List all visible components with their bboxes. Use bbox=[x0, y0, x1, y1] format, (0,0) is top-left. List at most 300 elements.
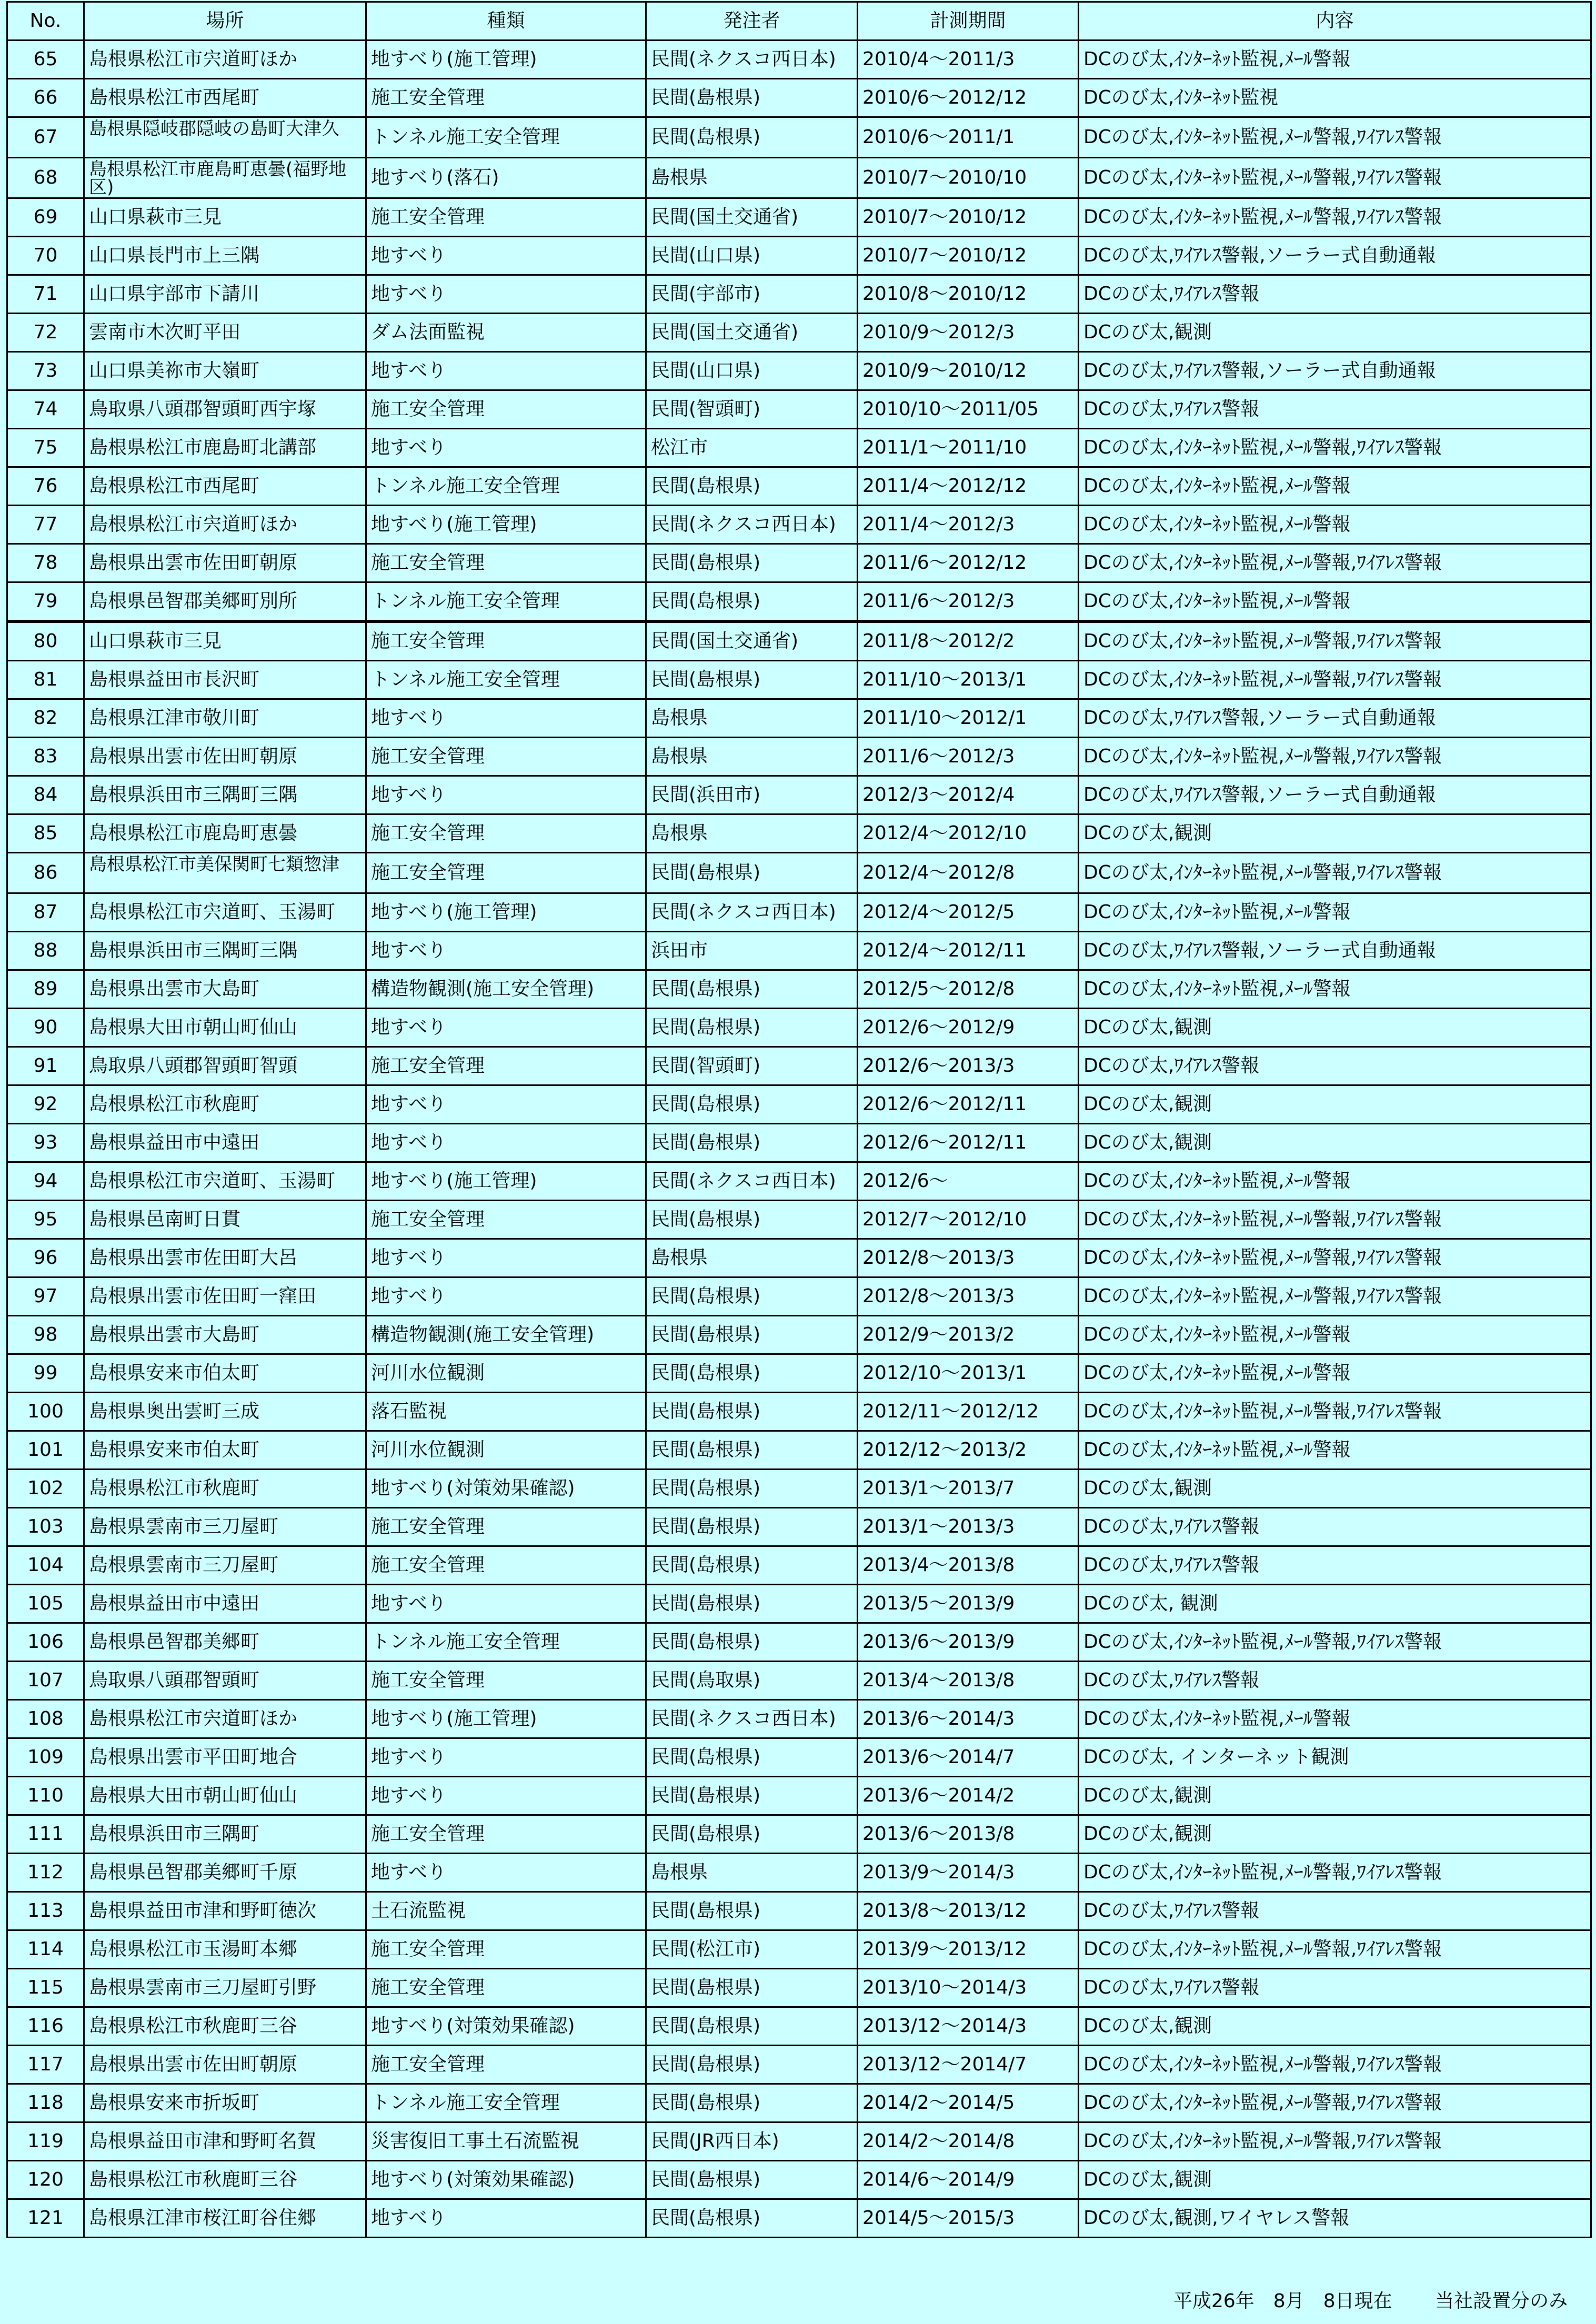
cell-type: 施工安全管理 bbox=[366, 544, 646, 582]
cell-location: 島根県益田市津和野町名賀 bbox=[84, 2122, 366, 2161]
table-row bbox=[7, 158, 1591, 198]
cell-type: トンネル施工安全管理 bbox=[366, 661, 646, 699]
cell-type: トンネル施工安全管理 bbox=[366, 467, 646, 506]
table-row bbox=[7, 1546, 1591, 1585]
cell-client: 民間(山口県) bbox=[646, 352, 858, 390]
cell-type: 地すべり(対策効果確認) bbox=[366, 2161, 646, 2199]
table-row bbox=[7, 390, 1591, 429]
table-row bbox=[7, 275, 1591, 314]
cell-type: 河川水位観測 bbox=[366, 1431, 646, 1470]
cell-client: 民間(国土交通省) bbox=[646, 198, 858, 237]
cell-content: DCのび太,ﾜｲｱﾚｽ警報,ソーラー式自動通報 bbox=[1079, 352, 1591, 390]
cell-content: DCのび太,ｲﾝﾀｰﾈｯﾄ監視,ﾒｰﾙ警報,ﾜｲｱﾚｽ警報 bbox=[1079, 117, 1591, 158]
cell-content: DCのび太,ｲﾝﾀｰﾈｯﾄ監視,ﾒｰﾙ警報 bbox=[1079, 582, 1591, 622]
cell-type: 構造物観測(施工安全管理) bbox=[366, 970, 646, 1009]
cell-location: 山口県萩市三見 bbox=[84, 621, 366, 661]
cell-no: 98 bbox=[7, 1316, 84, 1354]
cell-client: 民間(浜田市) bbox=[646, 776, 858, 814]
cell-location: 島根県邑南町日貫 bbox=[84, 1201, 366, 1239]
cell-type: 施工安全管理 bbox=[366, 1930, 646, 1969]
cell-location: 島根県松江市秋鹿町三谷 bbox=[84, 2007, 366, 2046]
cell-no: 120 bbox=[7, 2161, 84, 2199]
cell-period: 2012/4～2012/8 bbox=[858, 853, 1079, 893]
cell-period: 2011/4～2012/12 bbox=[858, 467, 1079, 506]
cell-client: 民間(島根県) bbox=[646, 467, 858, 506]
cell-type: 地すべり bbox=[366, 275, 646, 314]
table-row bbox=[7, 2122, 1591, 2161]
cell-period: 2012/3～2012/4 bbox=[858, 776, 1079, 814]
cell-content: DCのび太,ﾜｲｱﾚｽ警報 bbox=[1079, 1508, 1591, 1546]
cell-location: 島根県松江市秋鹿町三谷 bbox=[84, 2161, 366, 2199]
table-row bbox=[7, 41, 1591, 79]
table-row bbox=[7, 738, 1591, 776]
cell-no: 106 bbox=[7, 1623, 84, 1662]
table-row bbox=[7, 117, 1591, 158]
cell-no: 87 bbox=[7, 893, 84, 932]
cell-no: 115 bbox=[7, 1969, 84, 2007]
cell-location: 島根県浜田市三隅町三隅 bbox=[84, 932, 366, 970]
cell-period: 2013/6～2014/3 bbox=[858, 1700, 1079, 1738]
cell-period: 2012/6～2013/3 bbox=[858, 1047, 1079, 1085]
cell-no: 69 bbox=[7, 198, 84, 237]
cell-location: 島根県大田市朝山町仙山 bbox=[84, 1777, 366, 1815]
cell-content: DCのび太,ｲﾝﾀｰﾈｯﾄ監視,ﾒｰﾙ警報,ﾜｲｱﾚｽ警報 bbox=[1079, 621, 1591, 661]
cell-location: 島根県出雲市佐田町一窪田 bbox=[84, 1277, 366, 1316]
cell-period: 2010/4～2011/3 bbox=[858, 41, 1079, 79]
cell-period: 2011/10～2012/1 bbox=[858, 699, 1079, 738]
cell-content: DCのび太,ｲﾝﾀｰﾈｯﾄ監視,ﾒｰﾙ警報,ﾜｲｱﾚｽ警報 bbox=[1079, 853, 1591, 893]
cell-period: 2012/4～2012/10 bbox=[858, 814, 1079, 853]
cell-content: DCのび太,ｲﾝﾀｰﾈｯﾄ監視,ﾒｰﾙ警報,ﾜｲｱﾚｽ警報 bbox=[1079, 2122, 1591, 2161]
column-header-type: 種類 bbox=[366, 2, 646, 41]
cell-period: 2010/10～2011/05 bbox=[858, 390, 1079, 429]
cell-no: 104 bbox=[7, 1546, 84, 1585]
cell-location: 島根県益田市長沢町 bbox=[84, 661, 366, 699]
cell-client: 民間(島根県) bbox=[646, 79, 858, 117]
cell-period: 2013/9～2014/3 bbox=[858, 1854, 1079, 1892]
cell-type: 施工安全管理 bbox=[366, 1662, 646, 1700]
table-row bbox=[7, 2084, 1591, 2122]
cell-location: 島根県益田市中遠田 bbox=[84, 1124, 366, 1162]
cell-period: 2010/9～2012/3 bbox=[858, 314, 1079, 352]
cell-type: 施工安全管理 bbox=[366, 1201, 646, 1239]
column-header-no: No. bbox=[7, 2, 84, 41]
cell-content: DCのび太,ｲﾝﾀｰﾈｯﾄ監視,ﾒｰﾙ警報 bbox=[1079, 1316, 1591, 1354]
cell-type: 地すべり bbox=[366, 1777, 646, 1815]
cell-client: 民間(島根県) bbox=[646, 1585, 858, 1623]
table-row bbox=[7, 699, 1591, 738]
cell-period: 2014/6～2014/9 bbox=[858, 2161, 1079, 2199]
table-row bbox=[7, 1431, 1591, 1470]
cell-client: 民間(島根県) bbox=[646, 2084, 858, 2122]
cell-client: 民間(ネクスコ西日本) bbox=[646, 506, 858, 544]
cell-period: 2011/6～2012/3 bbox=[858, 582, 1079, 622]
cell-no: 93 bbox=[7, 1124, 84, 1162]
cell-location: 島根県邑智郡美郷町 bbox=[84, 1623, 366, 1662]
cell-client: 民間(松江市) bbox=[646, 1930, 858, 1969]
table-row bbox=[7, 1815, 1591, 1854]
cell-content: DCのび太,ｲﾝﾀｰﾈｯﾄ監視,ﾒｰﾙ警報,ﾜｲｱﾚｽ警報 bbox=[1079, 544, 1591, 582]
cell-period: 2011/6～2012/3 bbox=[858, 738, 1079, 776]
cell-content: DCのび太,観測 bbox=[1079, 314, 1591, 352]
cell-no: 94 bbox=[7, 1162, 84, 1201]
cell-client: 島根県 bbox=[646, 738, 858, 776]
cell-content: DCのび太,観測 bbox=[1079, 1085, 1591, 1124]
cell-no: 83 bbox=[7, 738, 84, 776]
cell-client: 浜田市 bbox=[646, 932, 858, 970]
cell-period: 2012/6～2012/11 bbox=[858, 1124, 1079, 1162]
cell-no: 82 bbox=[7, 699, 84, 738]
cell-client: 民間(島根県) bbox=[646, 1316, 858, 1354]
cell-period: 2013/8～2013/12 bbox=[858, 1892, 1079, 1930]
cell-type: ダム法面監視 bbox=[366, 314, 646, 352]
cell-type: 地すべり bbox=[366, 1085, 646, 1124]
table-row bbox=[7, 506, 1591, 544]
cell-no: 119 bbox=[7, 2122, 84, 2161]
cell-client: 民間(国土交通省) bbox=[646, 621, 858, 661]
cell-type: 地すべり bbox=[366, 1277, 646, 1316]
installation-record-table bbox=[6, 1, 1592, 2238]
scope-note: 当社設置分のみ bbox=[1435, 2290, 1568, 2312]
cell-no: 110 bbox=[7, 1777, 84, 1815]
table-row bbox=[7, 2007, 1591, 2046]
cell-content: DCのび太,ｲﾝﾀｰﾈｯﾄ監視,ﾒｰﾙ警報,ﾜｲｱﾚｽ警報 bbox=[1079, 1239, 1591, 1277]
cell-location: 島根県出雲市大島町 bbox=[84, 970, 366, 1009]
cell-period: 2014/2～2014/5 bbox=[858, 2084, 1079, 2122]
cell-content: DCのび太,ｲﾝﾀｰﾈｯﾄ監視,ﾒｰﾙ警報 bbox=[1079, 467, 1591, 506]
table-body bbox=[7, 41, 1591, 2238]
table-row bbox=[7, 621, 1591, 661]
cell-type: 落石監視 bbox=[366, 1393, 646, 1431]
cell-content: DCのび太,ﾜｲｱﾚｽ警報 bbox=[1079, 1892, 1591, 1930]
cell-type: 施工安全管理 bbox=[366, 1047, 646, 1085]
cell-no: 99 bbox=[7, 1354, 84, 1393]
cell-no: 81 bbox=[7, 661, 84, 699]
cell-client: 民間(島根県) bbox=[646, 1777, 858, 1815]
cell-location: 島根県出雲市佐田町朝原 bbox=[84, 544, 366, 582]
cell-client: 民間(島根県) bbox=[646, 1470, 858, 1508]
as-of-date: 平成26年 8月 8日現在 bbox=[1173, 2290, 1392, 2312]
cell-period: 2012/8～2013/3 bbox=[858, 1239, 1079, 1277]
cell-period: 2012/6～2012/11 bbox=[858, 1085, 1079, 1124]
cell-type: 地すべり(施工管理) bbox=[366, 1700, 646, 1738]
table-row bbox=[7, 1009, 1591, 1047]
cell-client: 民間(宇部市) bbox=[646, 275, 858, 314]
cell-content: DCのび太,ｲﾝﾀｰﾈｯﾄ監視,ﾒｰﾙ警報,ﾜｲｱﾚｽ警報 bbox=[1079, 1277, 1591, 1316]
cell-period: 2012/8～2013/3 bbox=[858, 1277, 1079, 1316]
table-row bbox=[7, 314, 1591, 352]
cell-client: 民間(島根県) bbox=[646, 1738, 858, 1777]
cell-content: DCのび太, 観測 bbox=[1079, 1585, 1591, 1623]
cell-client: 民間(島根県) bbox=[646, 1623, 858, 1662]
cell-location: 島根県松江市宍道町ほか bbox=[84, 1700, 366, 1738]
cell-period: 2012/11～2012/12 bbox=[858, 1393, 1079, 1431]
table-row bbox=[7, 1047, 1591, 1085]
cell-no: 85 bbox=[7, 814, 84, 853]
cell-no: 77 bbox=[7, 506, 84, 544]
cell-period: 2012/9～2013/2 bbox=[858, 1316, 1079, 1354]
cell-period: 2011/1～2011/10 bbox=[858, 429, 1079, 467]
table-row bbox=[7, 1854, 1591, 1892]
cell-content: DCのび太,観測 bbox=[1079, 814, 1591, 853]
cell-period: 2012/5～2012/8 bbox=[858, 970, 1079, 1009]
cell-content: DCのび太,ｲﾝﾀｰﾈｯﾄ監視,ﾒｰﾙ警報,ﾜｲｱﾚｽ警報 bbox=[1079, 1393, 1591, 1431]
column-header-period: 計測期間 bbox=[858, 2, 1079, 41]
cell-no: 107 bbox=[7, 1662, 84, 1700]
table-row bbox=[7, 1085, 1591, 1124]
cell-client: 民間(島根県) bbox=[646, 1201, 858, 1239]
table-row bbox=[7, 2046, 1591, 2084]
cell-location: 島根県松江市鹿島町恵曇 bbox=[84, 814, 366, 853]
cell-type: 土石流監視 bbox=[366, 1892, 646, 1930]
table-row bbox=[7, 893, 1591, 932]
cell-no: 72 bbox=[7, 314, 84, 352]
table-row bbox=[7, 853, 1591, 893]
cell-no: 90 bbox=[7, 1009, 84, 1047]
cell-content: DCのび太,ｲﾝﾀｰﾈｯﾄ監視,ﾒｰﾙ警報,ﾜｲｱﾚｽ警報 bbox=[1079, 429, 1591, 467]
cell-type: 地すべり bbox=[366, 429, 646, 467]
cell-type: 施工安全管理 bbox=[366, 1815, 646, 1854]
cell-location: 島根県益田市中遠田 bbox=[84, 1585, 366, 1623]
cell-location: 鳥取県八頭郡智頭町西宇塚 bbox=[84, 390, 366, 429]
table-row bbox=[7, 1316, 1591, 1354]
cell-no: 118 bbox=[7, 2084, 84, 2122]
cell-period: 2013/4～2013/8 bbox=[858, 1546, 1079, 1585]
cell-location: 島根県益田市津和野町徳次 bbox=[84, 1892, 366, 1930]
cell-location: 島根県出雲市佐田町朝原 bbox=[84, 738, 366, 776]
table-row bbox=[7, 1777, 1591, 1815]
cell-period: 2010/7～2010/12 bbox=[858, 198, 1079, 237]
cell-content: DCのび太,ｲﾝﾀｰﾈｯﾄ監視,ﾒｰﾙ警報,ﾜｲｱﾚｽ警報 bbox=[1079, 1201, 1591, 1239]
cell-content: DCのび太,ｲﾝﾀｰﾈｯﾄ監視,ﾒｰﾙ警報 bbox=[1079, 893, 1591, 932]
cell-location: 島根県松江市宍道町ほか bbox=[84, 506, 366, 544]
cell-period: 2013/4～2013/8 bbox=[858, 1662, 1079, 1700]
cell-no: 79 bbox=[7, 582, 84, 622]
cell-location: 島根県出雲市佐田町大呂 bbox=[84, 1239, 366, 1277]
cell-period: 2010/7～2010/10 bbox=[858, 158, 1079, 198]
cell-content: DCのび太,ﾜｲｱﾚｽ警報 bbox=[1079, 1546, 1591, 1585]
cell-client: 民間(島根県) bbox=[646, 1085, 858, 1124]
cell-client: 民間(山口県) bbox=[646, 237, 858, 275]
cell-no: 109 bbox=[7, 1738, 84, 1777]
cell-content: DCのび太,ﾜｲｱﾚｽ警報 bbox=[1079, 1969, 1591, 2007]
cell-no: 111 bbox=[7, 1815, 84, 1854]
cell-no: 80 bbox=[7, 621, 84, 661]
table-row bbox=[7, 1239, 1591, 1277]
cell-client: 民間(島根県) bbox=[646, 117, 858, 158]
table-row bbox=[7, 1508, 1591, 1546]
cell-no: 112 bbox=[7, 1854, 84, 1892]
cell-location: 島根県松江市西尾町 bbox=[84, 79, 366, 117]
cell-client: 民間(JR西日本) bbox=[646, 2122, 858, 2161]
table-row bbox=[7, 932, 1591, 970]
cell-location: 島根県松江市宍道町ほか bbox=[84, 41, 366, 79]
cell-location: 島根県隠岐郡隠岐の島町大津久 bbox=[84, 117, 366, 158]
cell-period: 2012/4～2012/5 bbox=[858, 893, 1079, 932]
table-row bbox=[7, 198, 1591, 237]
table-row bbox=[7, 1277, 1591, 1316]
cell-content: DCのび太,ｲﾝﾀｰﾈｯﾄ監視,ﾒｰﾙ警報 bbox=[1079, 1354, 1591, 1393]
cell-type: 地すべり(施工管理) bbox=[366, 1162, 646, 1201]
cell-no: 97 bbox=[7, 1277, 84, 1316]
cell-content: DCのび太,観測 bbox=[1079, 2007, 1591, 2046]
cell-location: 島根県安来市伯太町 bbox=[84, 1431, 366, 1470]
cell-period: 2013/10～2014/3 bbox=[858, 1969, 1079, 2007]
table-row bbox=[7, 582, 1591, 622]
cell-client: 松江市 bbox=[646, 429, 858, 467]
cell-content: DCのび太,ｲﾝﾀｰﾈｯﾄ監視,ﾒｰﾙ警報,ﾜｲｱﾚｽ警報 bbox=[1079, 1623, 1591, 1662]
column-header-content: 内容 bbox=[1079, 2, 1591, 41]
cell-no: 116 bbox=[7, 2007, 84, 2046]
table-row bbox=[7, 1354, 1591, 1393]
cell-content: DCのび太,ｲﾝﾀｰﾈｯﾄ監視,ﾒｰﾙ警報 bbox=[1079, 1431, 1591, 1470]
cell-location: 雲南市木次町平田 bbox=[84, 314, 366, 352]
cell-content: DCのび太,ｲﾝﾀｰﾈｯﾄ監視,ﾒｰﾙ警報 bbox=[1079, 41, 1591, 79]
cell-type: 地すべり bbox=[366, 1124, 646, 1162]
cell-client: 民間(島根県) bbox=[646, 1124, 858, 1162]
cell-location: 山口県長門市上三隅 bbox=[84, 237, 366, 275]
table-row bbox=[7, 1470, 1591, 1508]
cell-client: 民間(島根県) bbox=[646, 1508, 858, 1546]
cell-content: DCのび太,ﾜｲｱﾚｽ警報 bbox=[1079, 275, 1591, 314]
cell-no: 105 bbox=[7, 1585, 84, 1623]
cell-period: 2010/8～2010/12 bbox=[858, 275, 1079, 314]
cell-content: DCのび太,ｲﾝﾀｰﾈｯﾄ監視 bbox=[1079, 79, 1591, 117]
table-row bbox=[7, 1623, 1591, 1662]
table-row bbox=[7, 1700, 1591, 1738]
cell-period: 2012/7～2012/10 bbox=[858, 1201, 1079, 1239]
cell-location: 島根県松江市宍道町、玉湯町 bbox=[84, 893, 366, 932]
cell-client: 民間(島根県) bbox=[646, 661, 858, 699]
cell-location: 山口県美祢市大嶺町 bbox=[84, 352, 366, 390]
cell-type: 地すべり(施工管理) bbox=[366, 41, 646, 79]
table-row bbox=[7, 776, 1591, 814]
cell-type: 地すべり bbox=[366, 932, 646, 970]
cell-location: 島根県松江市美保関町七類惣津 bbox=[84, 853, 366, 893]
cell-type: 構造物観測(施工安全管理) bbox=[366, 1316, 646, 1354]
cell-type: 地すべり bbox=[366, 352, 646, 390]
cell-content: DCのび太, インターネット観測 bbox=[1079, 1738, 1591, 1777]
cell-no: 78 bbox=[7, 544, 84, 582]
cell-period: 2010/6～2012/12 bbox=[858, 79, 1079, 117]
cell-type: 地すべり bbox=[366, 1239, 646, 1277]
cell-client: 民間(国土交通省) bbox=[646, 314, 858, 352]
cell-location: 島根県松江市玉湯町本郷 bbox=[84, 1930, 366, 1969]
cell-period: 2012/4～2012/11 bbox=[858, 932, 1079, 970]
cell-type: 地すべり(対策効果確認) bbox=[366, 2007, 646, 2046]
cell-content: DCのび太,ｲﾝﾀｰﾈｯﾄ監視,ﾒｰﾙ警報,ﾜｲｱﾚｽ警報 bbox=[1079, 2046, 1591, 2084]
cell-type: 施工安全管理 bbox=[366, 621, 646, 661]
cell-location: 山口県萩市三見 bbox=[84, 198, 366, 237]
cell-type: 河川水位観測 bbox=[366, 1354, 646, 1393]
cell-no: 92 bbox=[7, 1085, 84, 1124]
cell-client: 民間(島根県) bbox=[646, 582, 858, 622]
cell-no: 71 bbox=[7, 275, 84, 314]
cell-no: 121 bbox=[7, 2199, 84, 2238]
cell-type: 地すべり bbox=[366, 237, 646, 275]
cell-no: 96 bbox=[7, 1239, 84, 1277]
cell-client: 島根県 bbox=[646, 1239, 858, 1277]
cell-content: DCのび太,ｲﾝﾀｰﾈｯﾄ監視,ﾒｰﾙ警報 bbox=[1079, 1162, 1591, 1201]
cell-client: 民間(島根県) bbox=[646, 1546, 858, 1585]
cell-content: DCのび太,ｲﾝﾀｰﾈｯﾄ監視,ﾒｰﾙ警報 bbox=[1079, 506, 1591, 544]
cell-type: 施工安全管理 bbox=[366, 814, 646, 853]
table-row bbox=[7, 352, 1591, 390]
cell-location: 島根県安来市折坂町 bbox=[84, 2084, 366, 2122]
cell-period: 2011/8～2012/2 bbox=[858, 621, 1079, 661]
cell-no: 73 bbox=[7, 352, 84, 390]
cell-no: 103 bbox=[7, 1508, 84, 1546]
cell-content: DCのび太,ｲﾝﾀｰﾈｯﾄ監視,ﾒｰﾙ警報,ﾜｲｱﾚｽ警報 bbox=[1079, 661, 1591, 699]
cell-client: 民間(島根県) bbox=[646, 2007, 858, 2046]
cell-location: 島根県松江市宍道町、玉湯町 bbox=[84, 1162, 366, 1201]
table-row bbox=[7, 1162, 1591, 1201]
cell-no: 70 bbox=[7, 237, 84, 275]
cell-type: トンネル施工安全管理 bbox=[366, 582, 646, 622]
cell-content: DCのび太,ｲﾝﾀｰﾈｯﾄ監視,ﾒｰﾙ警報 bbox=[1079, 1700, 1591, 1738]
cell-type: 地すべり bbox=[366, 1738, 646, 1777]
column-header-location: 場所 bbox=[84, 2, 366, 41]
cell-period: 2013/12～2014/7 bbox=[858, 2046, 1079, 2084]
cell-period: 2013/1～2013/7 bbox=[858, 1470, 1079, 1508]
cell-no: 86 bbox=[7, 853, 84, 893]
cell-content: DCのび太,観測,ワイヤレス警報 bbox=[1079, 2199, 1591, 2238]
cell-location: 島根県松江市鹿島町北講部 bbox=[84, 429, 366, 467]
table-row bbox=[7, 1738, 1591, 1777]
cell-period: 2013/5～2013/9 bbox=[858, 1585, 1079, 1623]
table-header-row bbox=[7, 2, 1591, 41]
cell-content: DCのび太,ｲﾝﾀｰﾈｯﾄ監視,ﾒｰﾙ警報,ﾜｲｱﾚｽ警報 bbox=[1079, 738, 1591, 776]
cell-no: 113 bbox=[7, 1892, 84, 1930]
cell-client: 民間(島根県) bbox=[646, 970, 858, 1009]
cell-type: 地すべり bbox=[366, 2199, 646, 2238]
cell-period: 2010/9～2010/12 bbox=[858, 352, 1079, 390]
cell-no: 76 bbox=[7, 467, 84, 506]
cell-no: 66 bbox=[7, 79, 84, 117]
cell-client: 島根県 bbox=[646, 1854, 858, 1892]
cell-location: 鳥取県八頭郡智頭町智頭 bbox=[84, 1047, 366, 1085]
cell-client: 民間(鳥取県) bbox=[646, 1662, 858, 1700]
cell-content: DCのび太,ｲﾝﾀｰﾈｯﾄ監視,ﾒｰﾙ警報,ﾜｲｱﾚｽ警報 bbox=[1079, 1854, 1591, 1892]
cell-no: 75 bbox=[7, 429, 84, 467]
cell-period: 2010/7～2010/12 bbox=[858, 237, 1079, 275]
cell-type: 地すべり bbox=[366, 776, 646, 814]
cell-content: DCのび太,観測 bbox=[1079, 2161, 1591, 2199]
cell-client: 民間(島根県) bbox=[646, 1354, 858, 1393]
cell-type: トンネル施工安全管理 bbox=[366, 2084, 646, 2122]
cell-no: 102 bbox=[7, 1470, 84, 1508]
cell-location: 島根県雲南市三刀屋町 bbox=[84, 1508, 366, 1546]
cell-no: 89 bbox=[7, 970, 84, 1009]
table-row bbox=[7, 1393, 1591, 1431]
cell-type: 災害復旧工事土石流監視 bbox=[366, 2122, 646, 2161]
cell-location: 山口県宇部市下請川 bbox=[84, 275, 366, 314]
cell-no: 95 bbox=[7, 1201, 84, 1239]
cell-no: 67 bbox=[7, 117, 84, 158]
cell-client: 民間(島根県) bbox=[646, 1815, 858, 1854]
cell-location: 島根県大田市朝山町仙山 bbox=[84, 1009, 366, 1047]
cell-type: 施工安全管理 bbox=[366, 1546, 646, 1585]
table-row bbox=[7, 1662, 1591, 1700]
cell-type: 地すべり bbox=[366, 1009, 646, 1047]
cell-client: 民間(島根県) bbox=[646, 1892, 858, 1930]
cell-client: 民間(島根県) bbox=[646, 2161, 858, 2199]
column-header-client: 発注者 bbox=[646, 2, 858, 41]
cell-period: 2013/6～2013/8 bbox=[858, 1815, 1079, 1854]
cell-content: DCのび太,観測 bbox=[1079, 1009, 1591, 1047]
cell-content: DCのび太,ﾜｲｱﾚｽ警報,ソーラー式自動通報 bbox=[1079, 699, 1591, 738]
table-row bbox=[7, 237, 1591, 275]
